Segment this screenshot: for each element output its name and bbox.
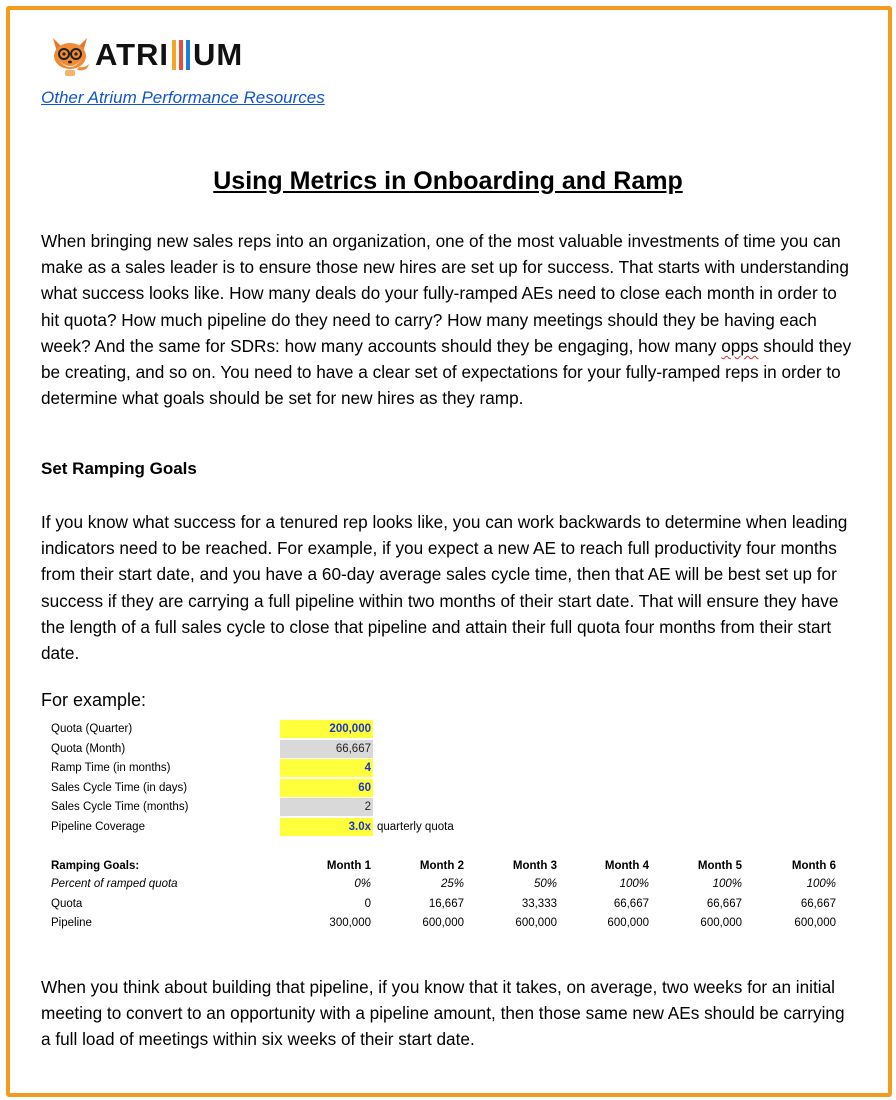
ramping-row-cell[interactable]: 66,667 [706, 897, 742, 910]
page-title: Using Metrics in Onboarding and Ramp [213, 167, 683, 195]
ramping-header-row-cell[interactable]: Month 4 [604, 860, 649, 872]
assumption-note: quarterly quota [377, 820, 454, 833]
assumption-value[interactable]: 4 [280, 759, 373, 777]
assumption-value[interactable]: 60 [280, 779, 373, 797]
ramping-row-cell[interactable]: 100% [619, 878, 649, 890]
intro-text-end: should they be creating, and so on. You need to have a clear set of expectations for your fully-ramped reps in order to determine what goals should be set for new hires as they ramp. [41, 335, 852, 409]
assumption-label: Sales Cycle Time (months) [51, 801, 189, 813]
spellcheck-flagged-word[interactable]: opps [721, 335, 759, 356]
intro-text-start: When bringing new sales reps into an organization, one of the most valuable investments of time you can make as a sales leader is to ensure those new hires are set up for success. That starts with understanding what success looks like. How many deals do your fully-ramped AEs need to close each month in order to hit quota? How much pipeline do they need to carry? How many meetings should they be having each week? And the same for SDRs: how many accounts should they be engaging, how many [41, 231, 849, 356]
ramping-header-row-label: Ramping Goals: [51, 860, 140, 872]
assumption-value[interactable]: 66,667 [280, 740, 373, 758]
ramping-row-cell[interactable]: 600,000 [607, 917, 649, 929]
assumption-label: Quota (Quarter) [51, 723, 133, 735]
section-heading: Set Ramping Goals [41, 459, 197, 478]
ramping-row-cell[interactable]: 100% [712, 878, 742, 890]
logo-text-end: UM [193, 37, 244, 72]
ramping-header-row-cell[interactable]: Month 6 [791, 860, 836, 872]
ramping-row-label: Pipeline [51, 917, 92, 929]
ramping-header-row-cell[interactable]: Month 1 [326, 860, 371, 872]
assumption-value[interactable]: 3.0x [280, 818, 373, 836]
fox-mascot-icon [47, 32, 93, 78]
assumption-label: Pipeline Coverage [51, 820, 145, 833]
other-resources-link[interactable]: Other Atrium Performance Resources [41, 88, 325, 107]
assumption-label: Quota (Month) [51, 742, 126, 755]
ramping-row [51, 914, 841, 933]
ramping-row-cell[interactable]: 600,000 [515, 917, 557, 929]
ramping-row-cell[interactable]: 600,000 [422, 917, 464, 929]
atrium-logo [47, 30, 243, 80]
ramping-header-row-cell[interactable]: Month 5 [697, 860, 742, 872]
ramping-row-cell[interactable]: 16,667 [428, 897, 464, 910]
assumption-label: Ramp Time (in months) [51, 762, 171, 774]
ramping-header-row [51, 857, 841, 876]
ramping-row-label: Percent of ramped quota [51, 878, 178, 890]
ramping-row-cell[interactable]: 100% [806, 878, 836, 890]
example-label: For example: [41, 690, 147, 710]
ramping-row-cell[interactable]: 66,667 [800, 897, 836, 910]
logo-pillar-orange [172, 40, 176, 70]
intro-paragraph [41, 228, 856, 411]
assumption-value[interactable]: 200,000 [280, 720, 373, 738]
ramping-row-cell[interactable]: 300,000 [329, 917, 371, 929]
ramping-row [51, 895, 841, 914]
ramping-row-cell[interactable]: 600,000 [700, 917, 742, 929]
ramping-row-cell[interactable]: 33,333 [521, 897, 557, 910]
ramping-row-cell[interactable]: 0% [354, 878, 371, 890]
ramping-row-cell[interactable]: 66,667 [613, 897, 649, 910]
ramping-row-label: Quota [51, 897, 83, 910]
ramping-row-cell[interactable]: 25% [440, 878, 464, 890]
assumption-value[interactable]: 2 [280, 798, 373, 816]
ramping-goals-table [51, 857, 841, 937]
logo-pillars [172, 40, 190, 70]
ramping-header-row-cell[interactable]: Month 2 [419, 860, 464, 872]
ramping-row-cell[interactable]: 600,000 [794, 917, 836, 929]
ramping-row [51, 875, 841, 894]
ramping-header-row-cell[interactable]: Month 3 [512, 860, 557, 872]
pipeline-paragraph: When you think about building that pipeline, if you know that it takes, on average, two weeks for an initial meeting to convert to an opportunity with a pipeline amount, then those same new AEs should be carrying a full load of meetings within six weeks of their start date. [41, 977, 845, 1050]
logo-pillar-blue [186, 40, 190, 70]
ramping-paragraph: If you know what success for a tenured rep looks like, you can work backwards to determine when leading indicators need to be reached. For example, if you expect a new AE to reach full productivity four months from their start date, and you have a 60-day average sales cycle time, then that AE will be best set up for success if they are carrying a full pipeline within two months of their start date. That will ensure they have the length of a full sales cycle to close that pipeline and attain their full quota four months from their start date. [41, 512, 848, 664]
logo-text-start: ATRI [95, 37, 170, 72]
ramping-row-cell[interactable]: 50% [533, 878, 557, 890]
ramping-row-cell[interactable]: 0 [364, 897, 371, 910]
logo-pillar-red [179, 40, 183, 70]
assumption-label: Sales Cycle Time (in days) [51, 781, 188, 794]
